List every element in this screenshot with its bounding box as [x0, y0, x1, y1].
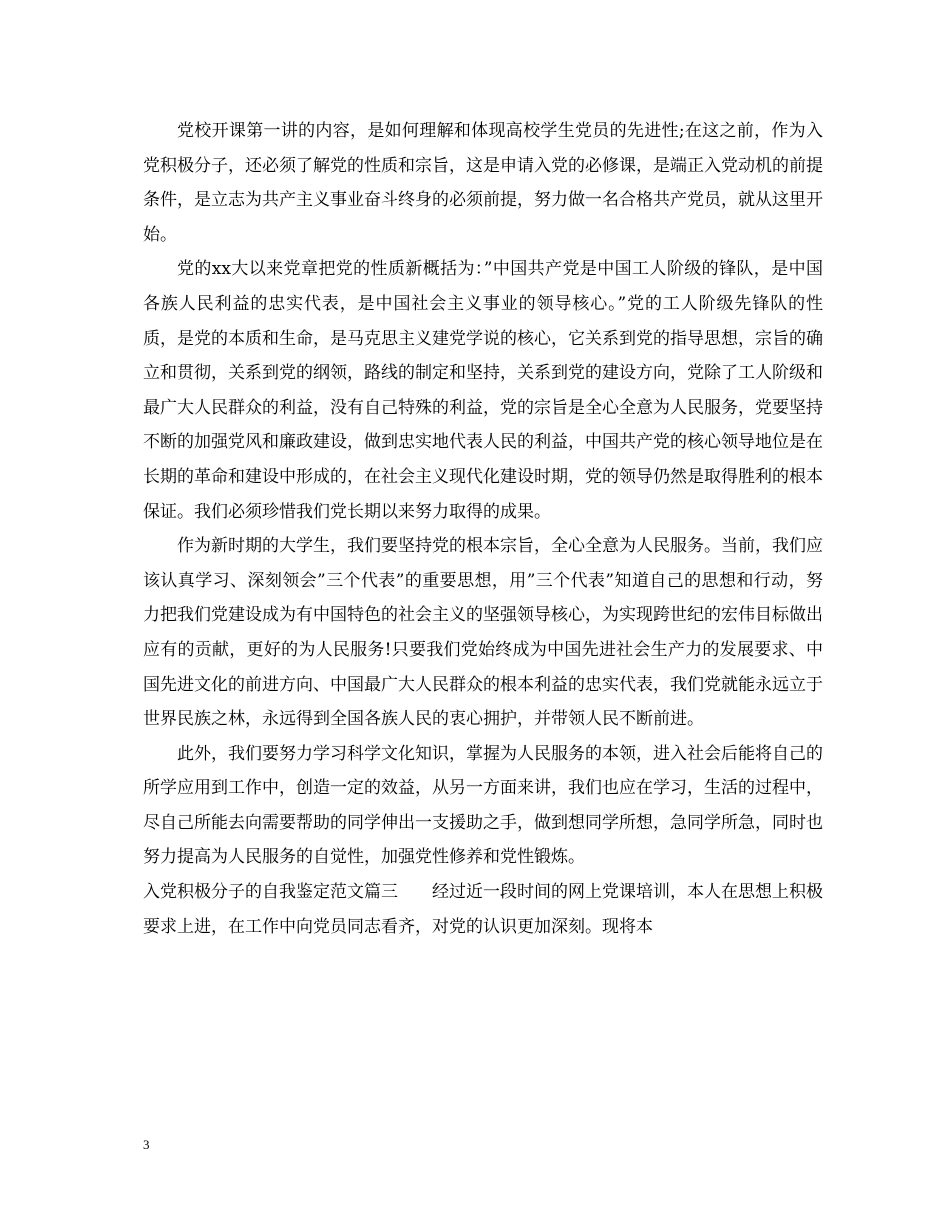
document-body: [143, 114, 823, 944]
paragraph-1: 党校开课第一讲的内容，是如何理解和体现高校学生党员的先进性;在这之前，作为入党积极分子，还必须了解党的性质和宗旨，这是申请入党的必修课，是端正入党动机的前提条件，是立志为共产主义事业奋斗终身的必须前提，努力做一名合格共产党员，就从这里开始。: [143, 121, 823, 245]
paragraph-3: 作为新时期的大学生，我们要坚持党的根本宗旨，全心全意为人民服务。当前，我们应该认真学习、深刻领会”三个代表”的重要思想，用”三个代表”知道自己的思想和行动，努力把我们党建设成为有中国特色的社会主义的坚强领导核心，为实现跨世纪的宏伟目标做出应有的贡献，更好的为人民服务!只要我们党始终成为中国先进社会生产力的发展要求、中国先进文化的前进方向、中国最广大人民群众的根本利益的忠实代表，我们党就能永远立于世界民族之林，永远得到全国各族人民的衷心拥护，并带领人民不断前进。: [143, 536, 823, 730]
paragraph-5: 入党积极分子的自我鉴定范文篇三 经过近一段时间的网上党课培训，本人在思想上积极要求上进，在工作中向党员同志看齐，对党的认识更加深刻。现将本: [143, 882, 823, 937]
page-number: 3: [143, 1137, 150, 1152]
paragraph-4: 此外，我们要努力学习科学文化知识，掌握为人民服务的本领，进入社会后能将自己的所学应用到工作中，创造一定的效益，从另一方面来讲，我们也应在学习，生活的过程中，尽自己所能去向需要帮助的同学伸出一支援助之手，做到想同学所想，急同学所急，同时也努力提高为人民服务的自觉性，加强党性修养和党性锻炼。: [143, 743, 823, 868]
paragraph-2: 党的xx大以来党章把党的性质新概括为：”中国共产党是中国工人阶级的锋队，是中国各族人民利益的忠实代表，是中国社会主义事业的领导核心。”党的工人阶级先锋队的性质，是党的本质和生命，是马克思主义建党学说的核心，它关系到党的指导思想，宗旨的确立和贯彻，关系到党的纲领，路线的制定和坚持，关系到党的建设方向，党除了工人阶级和最广大人民群众的利益，没有自己特殊的利益，党的宗旨是全心全意为人民服务，党要坚持不断的加强党风和廉政建设，做到忠实地代表人民的利益，中国共产党的核心领导地位是在长期的革命和建设中形成的，在社会主义现代化建设时期，党的领导仍然是取得胜利的根本保证。我们必须珍惜我们党长期以来努力取得的成果。: [143, 259, 823, 522]
